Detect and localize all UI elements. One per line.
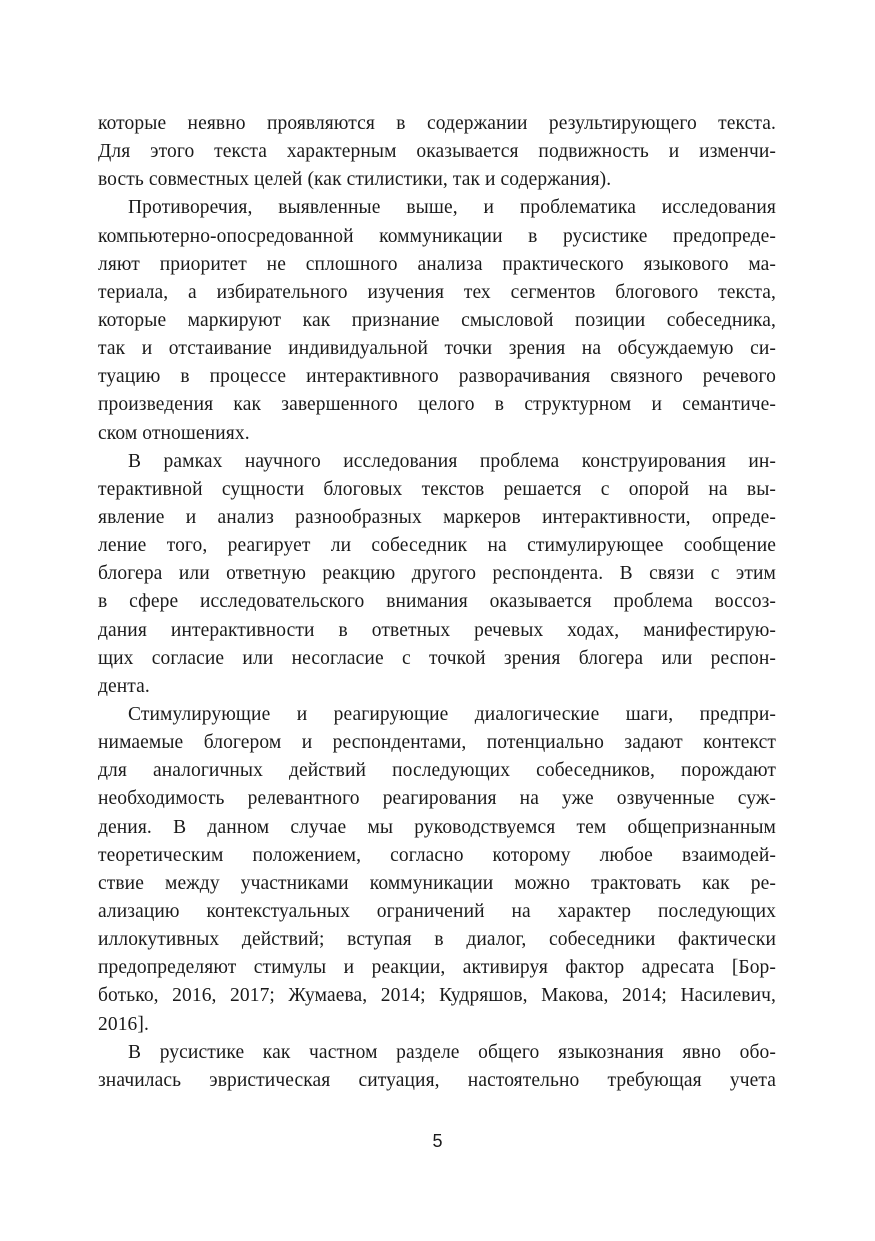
text-line: дения. В данном случае мы руководствуемся тем общепризнанным: [98, 816, 776, 838]
text-line: ляют приоритет не сплошного анализа практического языкового ма-: [98, 253, 776, 275]
text-line: ствие между участниками коммуникации можно трактовать как ре-: [98, 872, 776, 894]
text-line: В русистике как частном разделе общего языкознания явно обо-: [128, 1041, 776, 1063]
text-line: дания интерактивности в ответных речевых ходах, манифестирую-: [98, 619, 776, 641]
text-line: ском отношениях.: [98, 422, 250, 444]
text-line: необходимость релевантного реагирования на уже озвученные суж-: [98, 788, 776, 810]
text-line: теоретическим положением, согласно которому любое взаимодей-: [98, 844, 776, 866]
text-line: туацию в процессе интерактивного разворачивания связного речевого: [98, 366, 776, 388]
text-line: терактивной сущности блоговых текстов решается с опорой на вы-: [98, 478, 776, 500]
text-line: предопределяют стимулы и реакции, активируя фактор адресата [Бор-: [98, 957, 776, 979]
text-line: Для этого текста характерным оказывается подвижность и изменчи-: [98, 141, 776, 163]
text-line: ализацию контекстуальных ограничений на характер последующих: [98, 900, 776, 922]
text-line: для аналогичных действий последующих собеседников, порождают: [98, 760, 776, 782]
text-line: компьютерно-опосредованной коммуникации в русистике предопреде-: [98, 225, 776, 247]
text-line: значилась эвристическая ситуация, настоятельно требующая учета: [98, 1069, 776, 1091]
text-line: произведения как завершенного целого в структурном и семантиче-: [98, 394, 776, 416]
page-number: 5: [432, 1131, 443, 1151]
text-line: В рамках научного исследования проблема конструирования ин-: [128, 450, 776, 472]
text-line: иллокутивных действий; вступая в диалог, собеседники фактически: [98, 929, 776, 951]
text-line: нимаемые блогером и респондентами, потенциально задают контекст: [98, 732, 776, 754]
text-line: блогера или ответную реакцию другого респондента. В связи с этим: [98, 563, 776, 585]
text-line: щих согласие или несогласие с точкой зрения блогера или респон-: [98, 647, 776, 669]
text-line: Стимулирующие и реагирующие диалогические шаги, предпри-: [128, 703, 776, 725]
text-line: вость совместных целей (как стилистики, так и содержания).: [98, 169, 612, 191]
body-text: [98, 110, 776, 1095]
text-line: которые неявно проявляются в содержании результирующего текста.: [98, 113, 776, 134]
text-line: ботько, 2016, 2017; Жумаева, 2014; Кудряшов, Макова, 2014; Насилевич,: [98, 985, 776, 1007]
text-line: явление и анализ разнообразных маркеров интерактивности, опреде-: [98, 506, 776, 528]
text-line: так и отстаивание индивидуальной точки зрения на обсуждаемую си-: [98, 338, 776, 360]
text-line: в сфере исследовательского внимания оказывается проблема воссоз-: [98, 591, 776, 613]
text-line: дента.: [98, 675, 150, 697]
text-line: териала, а избирательного изучения тех сегментов блогового текста,: [98, 281, 776, 303]
text-line: которые маркируют как признание смысловой позиции собеседника,: [98, 309, 776, 331]
text-line: 2016].: [98, 1013, 149, 1035]
text-line: Противоречия, выявленные выше, и проблематика исследования: [128, 197, 776, 219]
text-line: ление того, реагирует ли собеседник на стимулирующее сообщение: [98, 535, 776, 557]
